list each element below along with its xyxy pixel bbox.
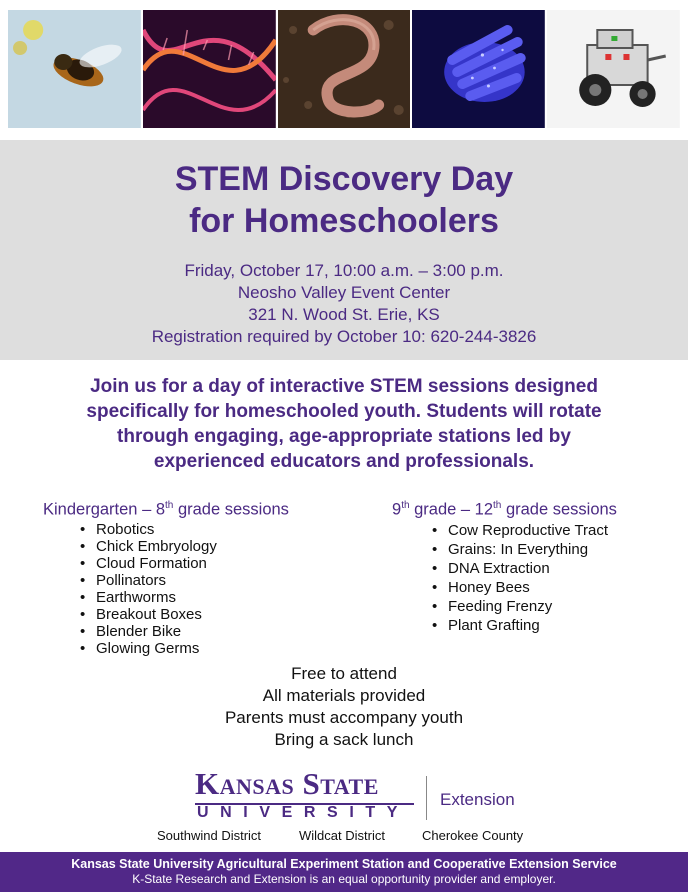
intro-line: through engaging, age-appropriate stations led by [117, 426, 571, 447]
logo-university: UNIVERSITY [197, 804, 410, 821]
heading-sup: th [165, 500, 174, 511]
heading-text: grade sessions [173, 500, 289, 519]
footer-bar [0, 852, 688, 892]
event-details [0, 260, 688, 348]
heading-text: Kindergarten – 8 [43, 500, 166, 519]
note-line: All materials provided [262, 686, 426, 705]
heading-text: grade – 12 [409, 500, 494, 519]
event-title [0, 158, 688, 242]
logo-kansas-state: Kansas State [195, 766, 379, 801]
list-item: • Chick Embryology [43, 538, 289, 555]
footer-line2: K-State Research and Extension is an equal opportunity provider and employer. [132, 872, 556, 886]
older-session-list [392, 521, 617, 635]
younger-session-list [43, 521, 289, 657]
list-item: • Breakout Boxes [43, 606, 289, 623]
intro-line: specifically for homeschooled youth. Students will rotate [86, 401, 602, 422]
event-venue: Neosho Valley Event Center [237, 283, 451, 302]
logo-divider [426, 776, 427, 820]
older-sessions [392, 500, 617, 635]
district-southwind: Southwind District [157, 828, 262, 843]
event-registration: Registration required by October 10: 620-244-3826 [151, 327, 537, 346]
district-wildcat: Wildcat District [299, 828, 385, 843]
robot-photo [547, 10, 680, 128]
glowing-hand-photo [412, 10, 545, 128]
event-title-line1: STEM Discovery Day [174, 160, 514, 198]
intro-paragraph [30, 374, 658, 474]
event-date: Friday, October 17, 10:00 a.m. – 3:00 p.m. [184, 261, 504, 280]
list-item: • Robotics [43, 521, 289, 538]
list-item: • Cloud Formation [43, 555, 289, 572]
list-item: • Blender Bike [43, 623, 289, 640]
list-item: • Pollinators [43, 572, 289, 589]
note-line: Parents must accompany youth [224, 708, 464, 727]
heading-sup: th [493, 500, 502, 511]
heading-text: 9 [392, 500, 402, 519]
district-cherokee: Cherokee County [422, 828, 524, 843]
intro-line: experienced educators and professionals. [153, 451, 535, 472]
list-item: • Grains: In Everything [392, 540, 617, 559]
dna-photo [143, 10, 276, 128]
footer-line1: Kansas State University Agricultural Experiment Station and Cooperative Extension Service [71, 857, 617, 871]
note-line: Bring a sack lunch [274, 730, 414, 749]
younger-sessions [43, 500, 289, 657]
event-banner [0, 140, 688, 360]
event-address: 321 N. Wood St. Erie, KS [248, 305, 440, 324]
list-item: • Honey Bees [392, 578, 617, 597]
heading-text: grade sessions [501, 500, 617, 519]
event-title-line2: for Homeschoolers [189, 202, 499, 240]
event-notes [0, 663, 688, 751]
logo-extension: Extension [440, 790, 515, 809]
earthworm-photo [278, 10, 411, 128]
list-item: • Cow Reproductive Tract [392, 521, 617, 540]
list-item: • DNA Extraction [392, 559, 617, 578]
intro-line: Join us for a day of interactive STEM sessions designed [90, 376, 598, 397]
note-line: Free to attend [291, 664, 397, 683]
photo-strip [8, 10, 680, 128]
younger-sessions-heading [43, 500, 289, 520]
list-item: • Glowing Germs [43, 640, 289, 657]
bee-photo [8, 10, 141, 128]
heading-sup: th [401, 500, 410, 511]
kstate-extension-logo [195, 766, 525, 826]
list-item: • Feeding Frenzy [392, 597, 617, 616]
list-item: • Earthworms [43, 589, 289, 606]
older-sessions-heading [392, 500, 617, 520]
list-item: • Plant Grafting [392, 616, 617, 635]
